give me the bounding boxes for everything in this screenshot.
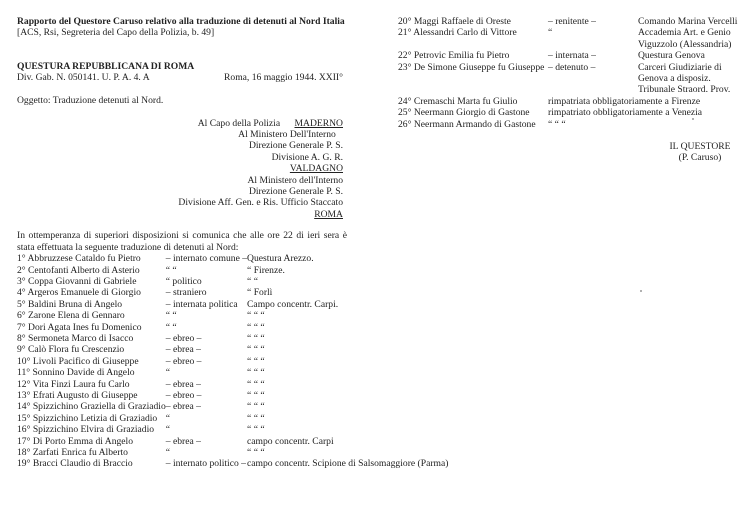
detainee-name: 9° Calò Flora fu Crescenzio (17, 344, 125, 356)
speck (640, 290, 642, 292)
detainee-name: 15° Spizzichino Letizia di Graziadio (17, 412, 158, 424)
detainee-status: “ (165, 412, 171, 424)
detainee-row (17, 458, 448, 469)
detainee-row (17, 310, 448, 321)
detainee-status: “ (548, 27, 553, 39)
detainee-row (17, 276, 448, 287)
detainee-destination: “ “ “ (247, 378, 265, 390)
detainee-destination: “ “ “ (247, 367, 265, 379)
archive-source: [ACS, Rsi, Segreteria del Capo della Polizia, b. 49] (17, 27, 215, 39)
detainee-status: – ebrea – (165, 401, 201, 413)
detainee-name: 3° Coppa Giovanni di Gabriele (17, 275, 137, 287)
detainee-status: – ebreo – (165, 332, 202, 344)
detainee-status: – ebrea – (165, 344, 201, 356)
detainee-table-right (398, 16, 738, 130)
signature-name: (P. Caruso) (678, 152, 722, 164)
detainee-row (17, 413, 448, 424)
detainee-destination: Campo concentr. Carpi. (247, 298, 339, 310)
detainee-row (398, 50, 738, 61)
addressee-line: Divisione Aff. Gen. e Ris. Ufficio Staccato (178, 197, 343, 209)
protocol-ref: Div. Gab. N. 050141. U. P. A. 4. A (17, 72, 150, 84)
detainee-name: 21° Alessandri Carlo di Vittore (398, 27, 517, 39)
addressee-line: VALDAGNO (289, 163, 343, 175)
document-title: Rapporto del Questore Caruso relativo alla traduzione di detenuti al Nord Italia (17, 16, 345, 27)
detainee-status: “ politico (165, 275, 202, 287)
detainee-status: – detenuto – (548, 61, 596, 73)
addressee-line: Direzione Generale P. S. (248, 186, 343, 198)
detainee-destination: Comando Marina Vercelli (638, 16, 738, 27)
detainee-name: 23° De Simone Giuseppe fu Giuseppe (398, 61, 545, 73)
detainee-status: – ebrea – (165, 435, 201, 447)
detainee-destination: “ Firenze. (247, 264, 285, 276)
detainee-name: 7° Dori Agata Ines fu Domenico (17, 321, 142, 333)
detainee-status: – straniero (165, 287, 207, 299)
detainee-status: “ (165, 424, 171, 436)
detainee-status: “ “ “ (548, 118, 566, 130)
place-date: Roma, 16 maggio 1944. XXII° (224, 72, 343, 84)
detainee-destination: “ “ “ (247, 424, 265, 436)
detainee-table-left (17, 253, 448, 470)
detainee-destination: “ “ “ (247, 447, 265, 458)
addressee-line: Al Capo della Polizia MADERNO (197, 117, 343, 129)
detainee-destination: “ “ “ (247, 412, 265, 424)
left-column (17, 16, 449, 470)
detainee-name: 19° Bracci Claudio di Braccio (17, 458, 133, 470)
subject-line: Oggetto: Traduzione detenuti al Nord. (17, 95, 164, 107)
detainee-name: 13° Efrati Augusto di Giuseppe (17, 389, 138, 401)
detainee-name: 24° Cremaschi Marta fu Giulio (398, 95, 518, 107)
detainee-status: – ebreo – (165, 389, 202, 401)
detainee-row (398, 16, 738, 27)
detainee-row (17, 401, 448, 412)
detainee-destination: Carceri Giudiziarie di Genova a disposiz. Tribunale Straord. Prov. (638, 61, 731, 96)
detainee-status: “ “ (165, 264, 177, 276)
detainee-status: rimpatriata obbligatoriamente a Firenze (548, 95, 701, 107)
speck (692, 118, 694, 120)
detainee-destination: campo concentr. Scipione di Salsomaggiore (Parma) (247, 458, 449, 470)
detainee-row (398, 119, 738, 130)
detainee-status: – ebrea – (165, 378, 201, 390)
detainee-row (398, 62, 738, 96)
detainee-row (398, 96, 738, 107)
addressee-line: Divisione A. G. R. (271, 151, 343, 163)
detainee-status: – internato politico – (165, 458, 246, 470)
detainee-name: 20° Maggi Raffaele di Oreste (398, 16, 511, 27)
addressee-line: Direzione Generale P. S. (248, 140, 343, 152)
detainee-row (17, 447, 448, 458)
detainee-name: 2° Centofanti Alberto di Asterio (17, 264, 140, 276)
addressee-line: Al Ministero dell'Interno (247, 174, 343, 186)
detainee-status: – internata politica (165, 298, 238, 310)
detainee-name: 10° Livoli Pacifico di Giuseppe (17, 355, 139, 367)
detainee-name: 25° Neermann Giorgio di Gastone (398, 107, 530, 119)
detainee-status: “ (165, 447, 171, 458)
detainee-destination: “ “ “ (247, 332, 265, 344)
detainee-status: – internata – (548, 50, 596, 62)
detainee-name: 8° Sermoneta Marco di Isacco (17, 332, 134, 344)
detainee-row (398, 107, 738, 118)
detainee-destination: “ “ “ (247, 321, 265, 333)
office-name: QUESTURA REPUBBLICANA DI ROMA (17, 60, 195, 72)
detainee-status: – ebreo – (165, 355, 202, 367)
detainee-row (17, 322, 448, 333)
detainee-name: 1° Abbruzzese Cataldo fu Pietro (17, 253, 141, 265)
detainee-status: “ “ (165, 310, 177, 322)
detainee-destination: “ “ (247, 275, 258, 287)
detainee-row (17, 424, 448, 435)
intro-paragraph: In ottemperanza di superiori disposizioni si comunica che alle ore 22 di ieri sera è stata effettuata la seguente traduzione di detenuti al Nord: (17, 230, 347, 253)
detainee-row (17, 333, 448, 344)
detainee-destination: campo concentr. Carpi (247, 435, 334, 447)
detainee-row (17, 253, 448, 264)
detainee-name: 4° Argeros Emanuele di Giorgio (17, 287, 141, 299)
detainee-destination: Questura Genova (638, 50, 705, 62)
detainee-name: 17° Di Porto Emma di Angelo (17, 435, 134, 447)
signature-role: IL QUESTORE (669, 141, 731, 152)
detainee-row (17, 287, 448, 298)
signature-block (660, 141, 740, 164)
detainee-name: 12° Vita Finzi Laura fu Carlo (17, 378, 130, 390)
addressee-line: Al Ministero Dell'Interno (238, 129, 336, 141)
detainee-name: 16° Spizzichino Elvira di Graziadio (17, 424, 155, 436)
detainee-status: “ (165, 367, 171, 379)
ref-date-row (17, 72, 357, 84)
detainee-row (17, 390, 448, 401)
addressee-line: ROMA (314, 208, 343, 220)
detainee-status: “ “ (165, 321, 177, 333)
detainee-name: 26° Neermann Armando di Gastone (398, 118, 536, 130)
detainee-name: 11° Sonnino Davide di Angelo (17, 367, 135, 379)
detainee-row (17, 367, 448, 378)
detainee-destination: “ “ “ (247, 310, 265, 322)
detainee-name: 18° Zarfati Enrica fu Alberto (17, 447, 128, 458)
detainee-row (17, 299, 448, 310)
detainee-name: 14° Spizzichino Graziella di Graziadio (17, 401, 166, 413)
detainee-row (17, 379, 448, 390)
right-column (398, 16, 738, 130)
detainee-destination: “ “ “ (247, 401, 265, 413)
detainee-status: rimpatriato obbligatoriamente a Venezia (548, 107, 703, 119)
detainee-status: – internato comune – (165, 253, 248, 265)
detainee-row (17, 265, 448, 276)
detainee-destination: Questura Arezzo. (247, 253, 314, 265)
detainee-name: 6° Zarone Elena di Gennaro (17, 310, 125, 322)
detainee-row (17, 344, 448, 355)
addressee-block (17, 118, 343, 221)
detainee-status: – renitente – (548, 16, 596, 27)
detainee-destination: “ “ “ (247, 344, 265, 356)
detainee-name: 5° Baldini Bruna di Angelo (17, 298, 123, 310)
detainee-destination: “ “ “ (247, 355, 265, 367)
detainee-name: 22° Petrovic Emilia fu Pietro (398, 50, 510, 62)
detainee-destination: “ Forlì (247, 287, 273, 299)
detainee-row (398, 27, 738, 50)
detainee-destination: “ “ “ (247, 389, 265, 401)
detainee-row (17, 436, 448, 447)
detainee-row (17, 356, 448, 367)
detainee-destination: Accademia Art. e Genio Viguzzolo (Alessandria) (638, 27, 732, 50)
